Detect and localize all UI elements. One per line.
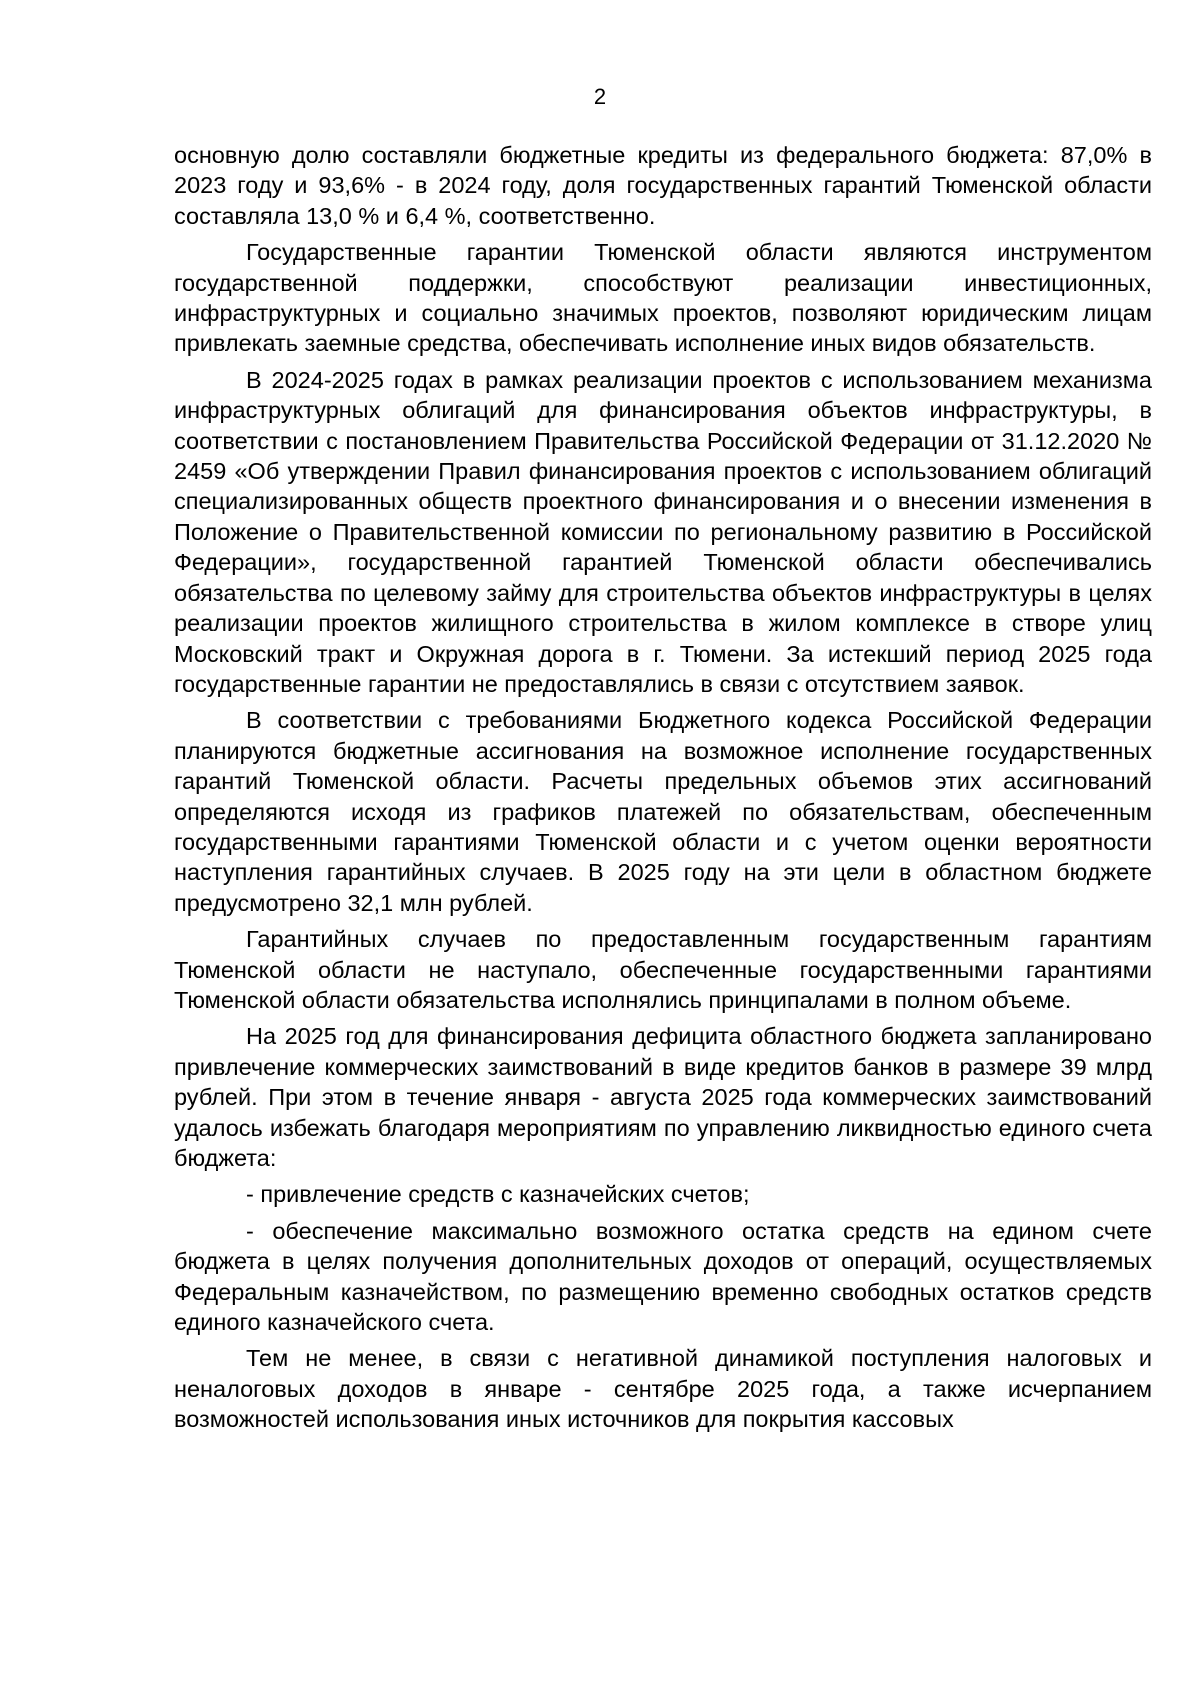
paragraph-state-guarantees: Государственные гарантии Тюменской области являются инструментом государственной поддержки, способствуют реализации инвестиционных, инфраструктурных и социально значимых проектов, позволяют юридическим лицам привлекать заемные средства, обеспечивать исполнение иных видов обязательств. <box>174 239 1152 357</box>
paragraph-guarantee-cases: Гарантийных случаев по предоставленным государственным гарантиям Тюменской области не наступало, обеспеченные государственными гарантиями Тюменской области обязательства исполнялись принципалами в полном объеме. <box>174 926 1152 1013</box>
paragraph-infrastructure-bonds: В 2024-2025 годах в рамках реализации проектов с использованием механизма инфраструктурных облигаций для финансирования объектов инфраструктуры, в соответствии с постановлением Правительства Российской Федерации от 31.12.2020 № 2459 «Об утверждении Правил финансирования проектов с использованием облигаций специализированных обществ проектного финансирования и о внесении изменения в Положение о Правительственной комиссии по региональному развитию в Российской Федерации», государственной гарантией Тюменской области обеспечивались обязательства по целевому займу для строительства объектов инфраструктуры в целях реализации проектов жилищного строительства в жилом комплексе в створе улиц Московский тракт и Окружная дорога в г. Тюмени. За истекший период 2025 года государственные гарантии не предоставлялись в связи с отсутствием заявок. <box>174 366 1152 697</box>
paragraph-debt-structure: основную долю составляли бюджетные кредиты из федерального бюджета: 87,0% в 2023 году и 93,6% - в 2024 году, доля государственных гарантий Тюменской области составляла 13,0 % и 6,4 %, соответственно. <box>174 142 1152 229</box>
document-body <box>174 140 1152 1441</box>
paragraph-commercial-borrowing: На 2025 год для финансирования дефицита областного бюджета запланировано привлечение коммерческих заимствований в виде кредитов банков в размере 39 млрд рублей. При этом в течение января - августа 2025 года коммерческих заимствований удалось избежать благодаря мероприятиям по управлению ликвидностью единого счета бюджета: <box>174 1023 1152 1171</box>
list-item-treasury-funds: - привлечение средств с казначейских счетов; <box>246 1181 750 1208</box>
paragraph-budget-allocations: В соответствии с требованиями Бюджетного кодекса Российской Федерации планируются бюджетные ассигнования на возможное исполнение государственных гарантий Тюменской области. Расчеты предельных объемов этих ассигнований определяются исходя из графиков платежей по обязательствам, обеспеченным государственными гарантиями Тюменской области и с учетом оценки вероятности наступления гарантийных случаев. В 2025 году на эти цели в областном бюджете предусмотрено 32,1 млн рублей. <box>174 707 1152 916</box>
list-item-account-balance: - обеспечение максимально возможного остатка средств на едином счете бюджета в целях получения дополнительных доходов от операций, осуществляемых Федеральным казначейством, по размещению временно свободных остатков средств единого казначейского счета. <box>174 1217 1152 1336</box>
page-number: 2 <box>593 84 607 109</box>
paragraph-revenue-dynamics: Тем не менее, в связи с негативной динамикой поступления налоговых и неналоговых доходов в январе - сентябре 2025 года, а также исчерпанием возможностей использования иных источников для покрытия кассовых <box>174 1345 1152 1433</box>
